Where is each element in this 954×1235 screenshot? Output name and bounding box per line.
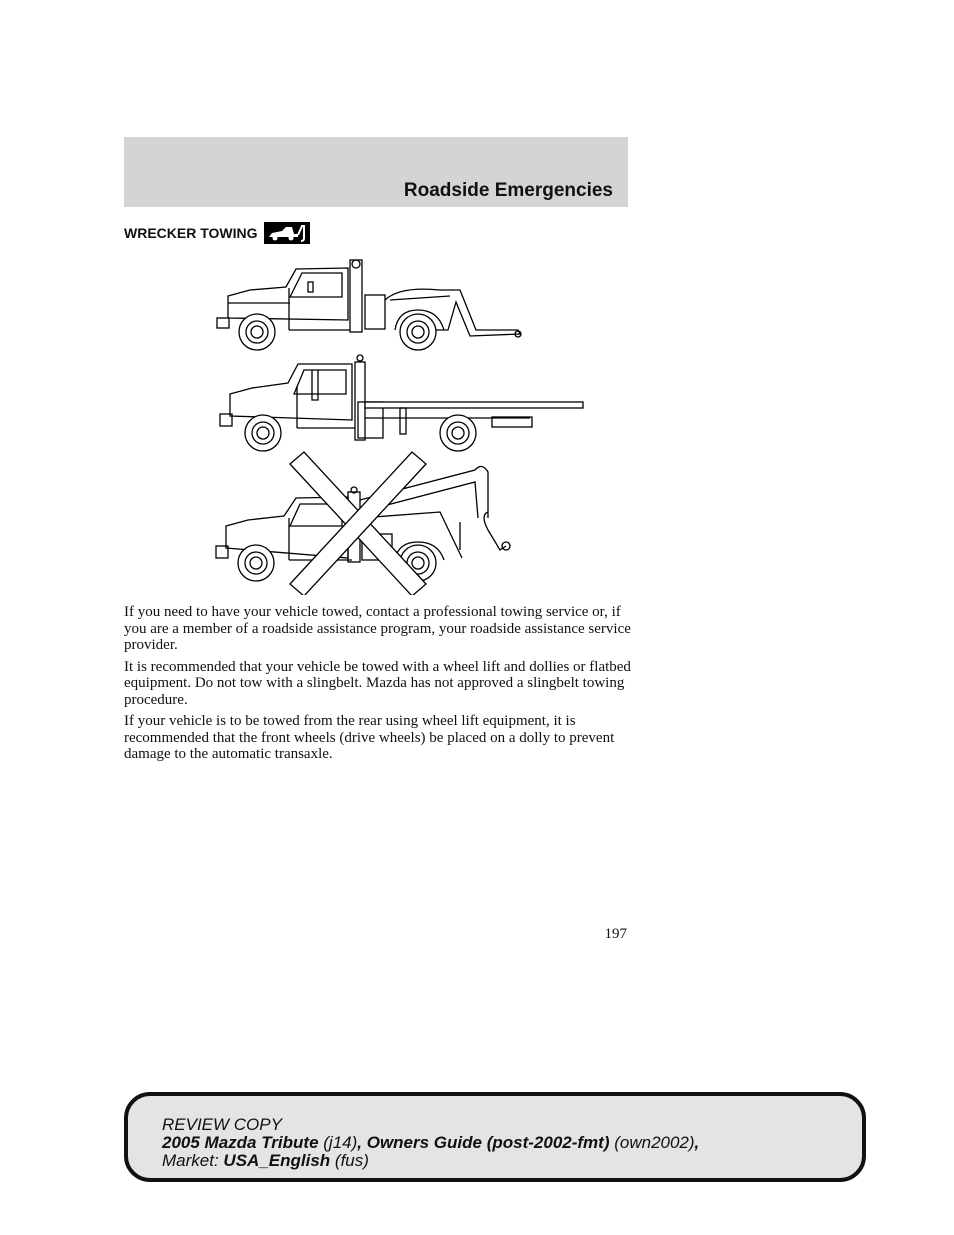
- section-title: Roadside Emergencies: [403, 180, 613, 201]
- paragraph: If your vehicle is to be towed from the rear using wheel lift equipment, it is recommended that the front wheels (drive wheels) be placed on a dolly to prevent damage to the automatic transaxle.: [124, 713, 615, 762]
- subheading: [124, 221, 310, 245]
- market-code: (fus): [334, 1151, 369, 1170]
- model-code: (j14): [323, 1133, 358, 1152]
- section-header-band: [124, 137, 628, 207]
- review-label: REVIEW COPY: [162, 1115, 282, 1134]
- body-text: [124, 604, 634, 768]
- paragraph: If you need to have your vehicle towed, contact a professional towing service or, if you are a member of a roadside assistance program, your roadside assistance service provider.: [124, 604, 631, 653]
- slingbelt-truck-crossed-out: [216, 452, 510, 595]
- flatbed-truck: [220, 355, 583, 451]
- guide-name: , Owners Guide (post-2002-fmt): [357, 1133, 610, 1152]
- market-value: USA_English: [223, 1151, 331, 1170]
- review-footer: [124, 1092, 866, 1182]
- paragraph: It is recommended that your vehicle be towed with a wheel lift and dollies or flatbed equipment. Do not tow with a slingbelt. Mazda has not approved a slingbelt towing procedure.: [124, 658, 631, 708]
- guide-code: (own2002): [614, 1133, 695, 1152]
- footer-comma: ,: [694, 1133, 700, 1152]
- model-name: 2005 Mazda Tribute: [162, 1133, 319, 1152]
- market-label: Market:: [162, 1151, 219, 1170]
- wheel-lift-truck: [217, 260, 521, 350]
- subheading-label: WRECKER TOWING: [124, 225, 258, 241]
- page-number: 197: [604, 926, 627, 942]
- tow-truck-icon: [264, 222, 310, 244]
- towing-illustration: [200, 250, 600, 595]
